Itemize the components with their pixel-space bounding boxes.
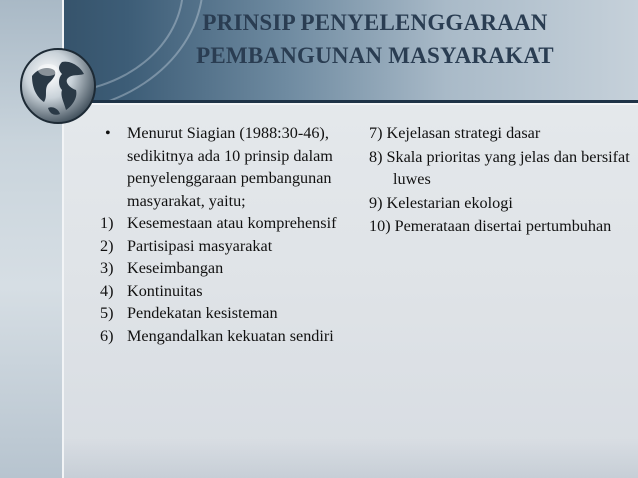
- globe-icon: [18, 46, 98, 126]
- list-text: Kesemestaan atau komprehensif: [127, 214, 337, 232]
- list-item: [100, 302, 366, 325]
- list-number: 3): [100, 259, 114, 277]
- intro-paragraph: [104, 122, 366, 212]
- list-number: 5): [100, 304, 114, 322]
- list-item: 7) Kejelasan strategi dasar: [369, 124, 541, 142]
- list-item: [100, 235, 366, 258]
- list-item: 10) Pemerataan disertai pertumbuhan: [369, 217, 612, 235]
- list-text: Pendekatan kesisteman: [127, 304, 278, 322]
- title-line-1: PRINSIP PENYELENGGARAAN: [202, 10, 548, 35]
- list-item: 9) Kelestarian ekologi: [369, 193, 513, 212]
- list-item: [100, 212, 366, 235]
- intro-text: Menurut Siagian (1988:30-46), sedikitnya ada 10 prinsip dalam penyelenggaraan pembangunan masyarakat, yaitu;: [127, 124, 333, 210]
- bottom-shade: [64, 438, 638, 478]
- list-text: Kontinuitas: [127, 281, 203, 300]
- page-title: [140, 6, 610, 72]
- list-item: 8) Skala prioritas yang jelas dan bersifat luwes: [369, 147, 630, 188]
- title-line-2: PEMBANGUNAN MASYARAKAT: [196, 43, 554, 68]
- list-number: 1): [100, 214, 114, 232]
- list-item: [100, 280, 366, 303]
- list-number: 6): [100, 326, 114, 345]
- list-number: 2): [100, 236, 114, 255]
- bullet-marker: •: [105, 124, 111, 142]
- list-text: Partisipasi masyarakat: [127, 236, 273, 255]
- list-text: Mengandalkan kekuatan sendiri: [127, 326, 334, 345]
- list-number: 4): [100, 281, 114, 300]
- list-item: [100, 257, 366, 280]
- left-column: [100, 122, 366, 347]
- list-item: [100, 325, 366, 348]
- list-text: Keseimbangan: [127, 259, 224, 277]
- right-column: [369, 122, 631, 239]
